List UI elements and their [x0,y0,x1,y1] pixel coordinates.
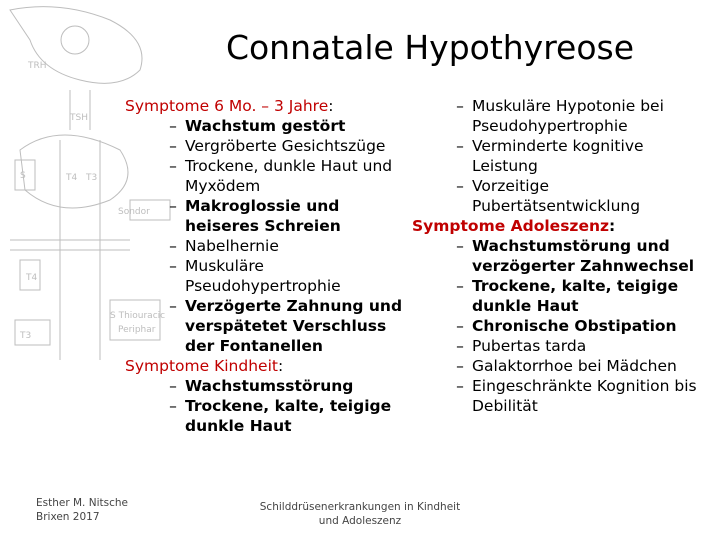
footer-topic [240,500,480,528]
bullet-dash: – [169,157,177,175]
section-heading: Symptome Adoleszenz: [412,217,616,235]
diagram-label: T4 [26,273,38,283]
diagram-label: S [20,171,26,181]
diagram-label: T4 [66,173,78,183]
footer-topic-line: und Adoleszenz [318,515,402,527]
list-item-text: Eingeschränkte Kognition bis Debilität [472,377,697,415]
section-heading-text: Symptome 6 Mo. – 3 Jahre [125,97,329,115]
symptom-list [125,116,415,356]
list-item-text: Galaktorrhoe bei Mädchen [472,357,677,375]
bullet-dash: – [169,257,177,275]
left-column [125,96,415,436]
bullet-dash: – [456,237,464,255]
list-item-text: Pubertas tarda [472,337,587,355]
section-heading-text: Symptome Kindheit [125,357,278,375]
list-item [125,376,415,396]
bullet-dash: – [169,197,177,215]
diagram-label: Periphar [118,325,156,335]
bullet-dash: – [456,377,464,395]
list-item [125,136,415,156]
bullet-dash: – [169,137,177,155]
section-heading-text: Symptome Adoleszenz [412,217,610,235]
list-item [125,236,415,256]
list-item [412,376,712,416]
symptom-list [412,236,712,416]
right-column [412,96,712,416]
list-item [412,136,712,176]
bullet-dash: – [456,137,464,155]
list-item [412,336,712,356]
list-item [412,176,712,216]
diagram-label: T3 [20,331,32,341]
diagram-label: Sondor [118,207,150,217]
list-item-text: Makroglossie und heiseres Schreien [185,197,341,235]
list-item [125,296,415,356]
list-item-text: Trockene, dunkle Haut und Myxödem [185,157,393,195]
slide-title: Connatale Hypothyreose [225,28,635,67]
list-item [412,236,712,276]
bullet-dash: – [456,97,464,115]
list-item-text: Trockene, kalte, teigige dunkle Haut [185,397,392,435]
bullet-dash: – [169,297,177,315]
bullet-dash: – [169,117,177,135]
section-heading: Symptome Kindheit: [125,357,284,375]
diagram-label: TSH [70,113,88,123]
list-item [125,116,415,136]
list-item-text: Wachstumsstörung [185,377,354,395]
list-item [125,156,415,196]
footer-topic-line: Schilddrüsenerkrankungen in Kindheit [259,501,461,513]
list-item [412,96,712,136]
bullet-dash: – [456,337,464,355]
bullet-dash: – [169,237,177,255]
list-item-text: Wachstumstörung und verzögerter Zahnwechsel [472,237,695,275]
list-item [412,316,712,336]
list-item-text: Muskuläre Pseudohypertrophie [185,257,341,295]
list-item [125,256,415,296]
list-item [125,396,415,436]
bullet-dash: – [456,177,464,195]
bullet-dash: – [456,317,464,335]
list-item [125,196,415,236]
diagram-label: TRH [28,61,47,71]
list-item-text: Verminderte kognitive Leistung [472,137,644,175]
diagram-label: T3 [86,173,98,183]
bullet-dash: – [169,377,177,395]
list-item-text: Nabelhernie [185,237,279,255]
list-item-text: Trockene, kalte, teigige dunkle Haut [472,277,679,315]
section-heading: Symptome 6 Mo. – 3 Jahre: [125,97,334,115]
list-item [412,356,712,376]
footer-place-year: Brixen 2017 [36,511,100,523]
bullet-dash: – [456,357,464,375]
list-item [412,276,712,316]
symptom-list [125,376,415,436]
list-item-text: Verzögerte Zahnung und verspätetet Verschluss der Fontanellen [185,297,403,355]
list-item-text: Vergröberte Gesichtszüge [185,137,386,155]
list-item-text: Chronische Obstipation [472,317,677,335]
bullet-dash: – [456,277,464,295]
list-item-text: Wachstum gestört [185,117,346,135]
list-item-text: Vorzeitige Pubertätsentwicklung [472,177,641,215]
footer-author [36,496,128,524]
diagram-label: S Thiouracic [110,311,166,321]
list-item-text: Muskuläre Hypotonie bei Pseudohypertrophie [472,97,664,135]
bullet-dash: – [169,397,177,415]
footer-author-name: Esther M. Nitsche [36,497,128,509]
symptom-list [412,96,712,216]
